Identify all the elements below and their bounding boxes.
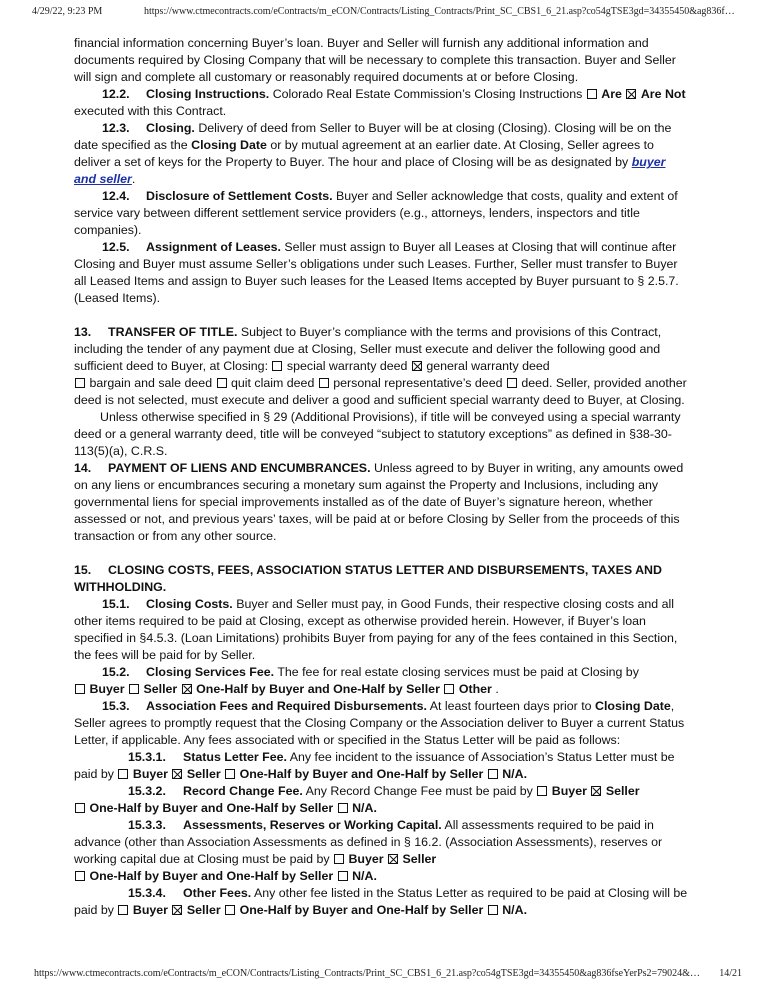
checkbox-rcf-seller[interactable]: [591, 786, 601, 796]
page-number: 14/21: [719, 968, 742, 979]
checkbox-of-one-half[interactable]: [225, 905, 235, 915]
checkbox-slf-na[interactable]: [488, 769, 498, 779]
section-13: 13. TRANSFER OF TITLE. Subject to Buyer’s compliance with the terms and provisions of this Contract, including the tender of any payment due at Closing, Seller must execute and deliver the following good and sufficient deed to Buyer, at Closing: special warranty deed general warranty deed bargain and sale deed quit claim deed personal representative’s deed deed. Seller, provided another deed is not selected, must execute and deliver a good and sufficient special warranty deed to Buyer, at Closing.: [74, 325, 687, 407]
section-15-3-2: 15.3.2. Record Change Fee. Any Record Change Fee must be paid by Buyer Seller One-Half by Buyer and One-Half by Seller N/A.: [74, 783, 690, 817]
checkbox-slf-seller[interactable]: [172, 769, 182, 779]
section-15-3-3: 15.3.3. Assessments, Reserves or Working Capital. All assessments required to be paid in advance (other than Association Assessments as defined in § 16.2. (Association Assessments), reserves or working capital due at Closing must be paid by Buyer Seller One-Half by Buyer and One-Half by Seller N/A.: [74, 818, 663, 883]
section-15-3: 15.3. Association Fees and Required Disbursements. At least fourteen days prior to Closing Date, Seller agrees to promptly request that the Closing Company or the Association deliver to Buyer a current Status Letter, if applicable. Any fees associated with or specified in the Status Letter will be paid as follows:: [74, 699, 685, 747]
print-datetime: 4/29/22, 9:23 PM: [32, 6, 103, 17]
checkbox-csf-buyer[interactable]: [75, 684, 85, 694]
checkbox-of-buyer[interactable]: [118, 905, 128, 915]
checkbox-arw-buyer[interactable]: [334, 854, 344, 864]
section-12-2: 12.2. Closing Instructions. Colorado Real Estate Commission’s Closing Instructions Are Are Not executed with this Contract.: [74, 87, 686, 118]
section-12-3: 12.3. Closing. Delivery of deed from Seller to Buyer will be at closing (Closing). Closing will be on the date specified as the Closing Date or by mutual agreement at an earlier date. At Closing, Seller agrees to deliver a set of keys for the Property to Buyer. The hour and place of Closing will be as designated by buyer and seller.: [74, 121, 672, 186]
section-14: 14. PAYMENT OF LIENS AND ENCUMBRANCES. Unless agreed to by Buyer in writing, any amounts owed on any liens or encumbrances securing a monetary sum against the Property and Inclusions, including any governmental liens for special improvements installed as of the date of Buyer’s signature hereon, whether assessed or not, and previous years’ taxes, will be paid at or before Closing by Seller from the proceeds of this transaction or from any other source.: [74, 461, 684, 543]
section-15-3-1: 15.3.1. Status Letter Fee. Any fee incident to the issuance of Association’s Status Letter must be paid by Buyer Seller One-Half by Buyer and One-Half by Seller N/A.: [74, 750, 675, 781]
document-body: [74, 35, 690, 919]
paragraph-loan-info: financial information concerning Buyer’s loan. Buyer and Seller will furnish any additional information and documents required by Closing Company that will be necessary to complete this transaction. Buyer and Seller will sign and complete all customary or reasonably required documents at or before Closing.: [74, 36, 676, 84]
checkbox-of-na[interactable]: [488, 905, 498, 915]
print-footer: [34, 968, 742, 979]
checkbox-of-seller[interactable]: [172, 905, 182, 915]
checkbox-arw-seller[interactable]: [388, 854, 398, 864]
checkbox-other-deed[interactable]: [507, 378, 517, 388]
print-url: https://www.ctmecontracts.com/eContracts/m_eCON/Contracts/Listing_Contracts/Print_SC_CBS1_6_21.asp?co54gTSE3gd=34355450&ag836f…: [144, 6, 735, 17]
section-15: 15. CLOSING COSTS, FEES, ASSOCIATION STATUS LETTER AND DISBURSEMENTS, TAXES AND WITHHOLDING.: [74, 563, 662, 594]
checkbox-slf-buyer[interactable]: [118, 769, 128, 779]
checkbox-general-warranty-deed[interactable]: [412, 361, 422, 371]
section-12-4: 12.4. Disclosure of Settlement Costs. Buyer and Seller acknowledge that costs, quality and extent of service vary between different settlement service providers (e.g., attorneys, lenders, inspectors and title companies).: [74, 189, 678, 237]
section-15-1: 15.1. Closing Costs. Buyer and Seller must pay, in Good Funds, their respective closing costs and all other items required to be paid at Closing, except as otherwise provided herein. However, if Buyer’s loan specified in §4.5.3. (Loan Limitations) prohibits Buyer from paying for any of the fees contained in this Section, the fees will be paid for by Seller.: [74, 597, 678, 662]
checkbox-csf-one-half[interactable]: [182, 684, 192, 694]
buyer-and-seller-link[interactable]: buyer and seller: [74, 155, 666, 186]
checkbox-arw-na[interactable]: [338, 871, 348, 881]
checkbox-arw-one-half[interactable]: [75, 871, 85, 881]
section-15-2: 15.2. Closing Services Fee. The fee for real estate closing services must be paid at Closing by Buyer Seller One-Half by Buyer and One-Half by Seller Other .: [74, 664, 690, 698]
checkbox-are[interactable]: [587, 89, 597, 99]
footer-url: https://www.ctmecontracts.com/eContracts/m_eCON/Contracts/Listing_Contracts/Print_SC_CBS1_6_21.asp?co54gTSE3gd=34355450&ag836fseYerPs2=79024&…: [34, 968, 700, 979]
section-12-5: 12.5. Assignment of Leases. Seller must assign to Buyer all Leases at Closing that will continue after Closing and Buyer must assume Seller’s obligations under such Leases. Further, Seller must transfer to Buyer all Leased Items and assign to Buyer such leases for the Leased Items accepted by Buyer pursuant to § 2.5.7. (Leased Items).: [74, 240, 679, 305]
checkbox-bargain-sale-deed[interactable]: [75, 378, 85, 388]
checkbox-rcf-one-half[interactable]: [75, 803, 85, 813]
checkbox-rcf-buyer[interactable]: [537, 786, 547, 796]
checkbox-csf-other[interactable]: [444, 684, 454, 694]
checkbox-personal-rep-deed[interactable]: [319, 378, 329, 388]
checkbox-quit-claim-deed[interactable]: [217, 378, 227, 388]
section-15-3-4: 15.3.4. Other Fees. Any other fee listed in the Status Letter as required to be paid at Closing will be paid by Buyer Seller One-Half by Buyer and One-Half by Seller N/A.: [74, 886, 688, 917]
section-13-statutory: Unless otherwise specified in § 29 (Additional Provisions), if title will be conveyed using a special warranty deed or a general warranty deed, title will be conveyed “subject to statutory exceptions” as defined in §38-30-113(5)(a), C.R.S.: [74, 410, 681, 458]
checkbox-special-warranty-deed[interactable]: [272, 361, 282, 371]
checkbox-are-not[interactable]: [626, 89, 636, 99]
checkbox-rcf-na[interactable]: [338, 803, 348, 813]
print-header: [32, 6, 762, 17]
checkbox-slf-one-half[interactable]: [225, 769, 235, 779]
checkbox-csf-seller[interactable]: [129, 684, 139, 694]
